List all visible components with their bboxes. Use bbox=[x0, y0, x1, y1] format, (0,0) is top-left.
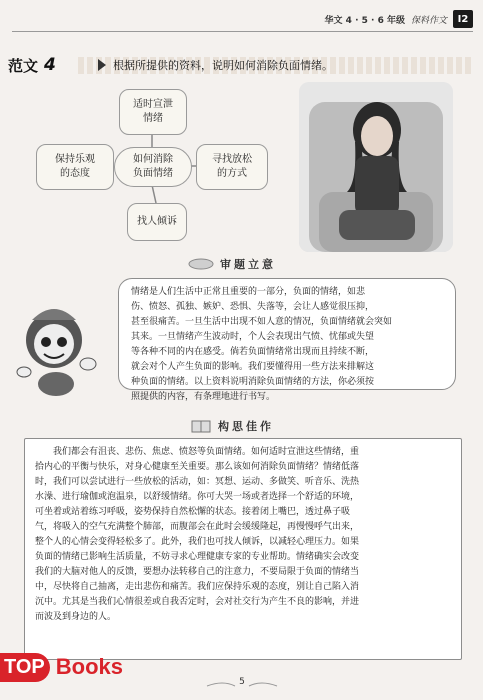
section-title: 审题立意 bbox=[220, 258, 276, 271]
node-confide: 找人倾诉 bbox=[127, 203, 187, 241]
leaf-icon bbox=[188, 257, 214, 271]
node-vent-emotions: 适时宣泄 情绪 bbox=[119, 89, 187, 135]
analysis-paragraph: 情绪是人们生活中正常且重要的一部分，负面的情绪，如悲 伤、愤怒、孤独、嫉妒、恐惧、失落等，会让人感觉很压抑， 甚至很痛苦。一旦生活中出现不如人意的情况，负面情绪就会突如 其来。一旦情绪产生波动时，个人会表现出气愤、忧郁或失望 等各种不同的内在感受。倘若负面情绪常出现而且持续不断， 就会对个人产生负面的影响。我们要懂得用一些方法来排解这 种负面的情绪。以上资料说明消除负面情绪的方法，你必须按 照提供的内容，有条理地进行书写。 bbox=[131, 287, 393, 403]
section-header-analysis bbox=[188, 256, 276, 272]
page-number: 5 bbox=[239, 677, 245, 687]
sample-tag-text: 范文 bbox=[8, 56, 39, 75]
mascot-illustration bbox=[14, 300, 106, 400]
node-center-topic: 如何消除 负面情绪 bbox=[114, 147, 192, 187]
book-icon bbox=[190, 418, 212, 434]
brand-books: Books bbox=[55, 654, 124, 679]
woman-photo bbox=[299, 82, 453, 252]
node-find-relaxation: 寻找放松 的方式 bbox=[196, 144, 268, 190]
brand-watermark bbox=[0, 647, 123, 687]
section-header-essay bbox=[190, 418, 274, 434]
category-label: 保料作文 bbox=[410, 15, 447, 26]
sample-number: 4 bbox=[44, 55, 56, 75]
brand-top: TOP bbox=[0, 653, 50, 682]
section-title: 构思佳作 bbox=[218, 420, 274, 433]
essay-paragraph: 我们都会有沮丧、悲伤、焦虑、愤怒等负面情绪。如何适时宣泄这些情绪，重 拾内心的平衡与快乐，对身心健康至关重要。那么该如何消除负面情绪？情绪低落 时，我们可以尝试进行一些放松的活动，如：冥想、运动、多做笑、听音乐、洗热 水澡、进行瑜伽或泡温泉，以舒缓情绪。你可大哭一场或者选择一个舒适的环境， 可坐着或站着练习呼吸，姿势保持自然松懈的状态。接着闭上嘴巴，透过鼻子吸 气，将吸入的空气充满整个肺部，而腹部会在此时会缓缓隆起，再慢慢呼气出来， 整个人的心情会变得轻松多了。此外，我们也可找人倾诉，以减轻心理压力。如果 负面的情绪已影响生活质量，不妨寻求心理健康专家的专业帮助。情绪确实会改变 我们的大脑对他人的反馈，要想办法转移自己的注意力，不要局限于负面的情绪当 中，尽快将自己抽离，走出悲伤和痛苦。我们应保持乐观的态度，别让自己陷入消 沉中。尤其是当我们心情很差或自我否定时，会对社交行为产生不良的影响，并进 而波及到身边的人。 bbox=[35, 447, 360, 623]
node-stay-optimistic: 保持乐观 的态度 bbox=[36, 144, 114, 190]
prompt-text: 根据所提供的资料，说明如何消除负面情绪。 bbox=[113, 59, 333, 72]
series-label: 华文 4 · 5 · 6 年级 bbox=[324, 15, 405, 26]
publisher-logo: I2 bbox=[453, 10, 473, 28]
analysis-box bbox=[118, 278, 456, 403]
essay-box bbox=[24, 438, 462, 660]
